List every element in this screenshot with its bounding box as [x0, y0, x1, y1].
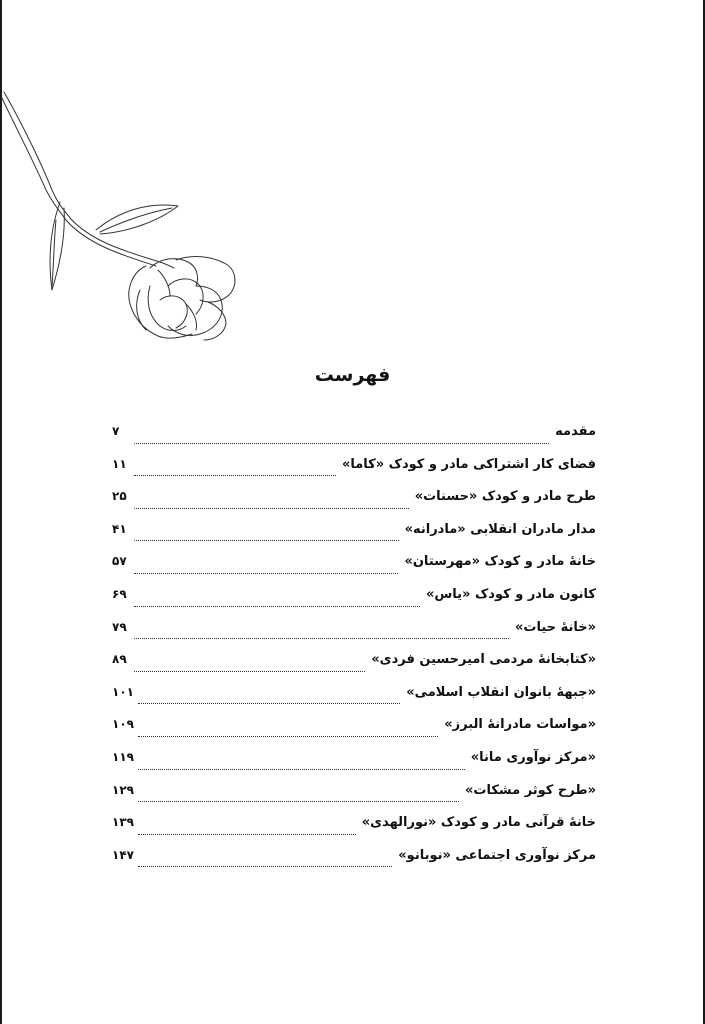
dot-leader — [138, 703, 400, 704]
toc-entry-label: کانون مادر و کودک «یاس» — [425, 586, 596, 602]
toc-entry-label: طرح مادر و کودک «حسنات» — [414, 489, 596, 505]
dot-leader — [134, 475, 336, 476]
toc-entry-page: ۱۱ — [112, 456, 127, 471]
toc-entry-page: ۱۱۹ — [112, 749, 134, 764]
toc-entry-label: «خانۀ حیات» — [515, 619, 596, 635]
toc-entry-page: ۱۰۹ — [112, 717, 134, 732]
toc-entry-page: ۸۹ — [112, 652, 127, 667]
dot-leader — [134, 573, 398, 574]
dot-leader — [138, 801, 459, 802]
toc-entry[interactable] — [112, 685, 596, 718]
toc-entry-label: «جبهۀ بانوان انقلاب اسلامی» — [406, 684, 596, 700]
dot-leader — [134, 671, 365, 672]
toc-entry[interactable] — [112, 457, 596, 490]
toc-entry[interactable] — [112, 554, 596, 587]
toc-entry[interactable] — [112, 815, 596, 848]
toc-entry[interactable] — [112, 489, 596, 522]
toc-entry-page: ۱۴۷ — [112, 847, 134, 862]
toc-entry-page: ۲۵ — [112, 489, 127, 504]
toc-entry-page: ۶۹ — [112, 586, 127, 601]
dot-leader — [138, 834, 356, 835]
dot-leader — [138, 769, 465, 770]
toc-entry[interactable] — [112, 848, 596, 881]
toc-entry[interactable] — [112, 652, 596, 685]
dot-leader — [134, 606, 420, 607]
toc-entry-label: «طرح کوثر مشکات» — [464, 782, 596, 798]
toc-entry[interactable] — [112, 783, 596, 816]
page-title: فهرست — [314, 364, 391, 386]
toc-entry-page: ۷۹ — [112, 619, 127, 634]
toc-entry[interactable] — [112, 424, 596, 457]
toc-entry[interactable] — [112, 750, 596, 783]
toc-entry-page: ۵۷ — [112, 554, 127, 569]
toc-entry-page: ۱۲۹ — [112, 782, 134, 797]
toc-entry-page: ۴۱ — [112, 521, 127, 536]
toc-entry[interactable] — [112, 522, 596, 555]
table-of-contents — [112, 424, 596, 880]
toc-entry-page: ۱۳۹ — [112, 815, 134, 830]
toc-entry-label: مدار مادران انقلابی «مادرانه» — [404, 521, 596, 537]
flower-illustration — [0, 90, 250, 350]
toc-entry-label: فضای کار اشتراکی مادر و کودک «کاما» — [341, 456, 596, 472]
dot-leader — [134, 443, 549, 444]
toc-entry[interactable] — [112, 717, 596, 750]
toc-entry[interactable] — [112, 620, 596, 653]
toc-entry-label: خانۀ قرآنی مادر و کودک «نورالهدی» — [361, 815, 596, 831]
dot-leader — [138, 866, 392, 867]
dot-leader — [134, 638, 509, 639]
toc-entry-label: «مرکز نوآوری مانا» — [470, 749, 596, 765]
toc-entry-label: مقدمه — [555, 424, 596, 439]
dot-leader — [134, 508, 409, 509]
toc-entry-page: ۷ — [112, 424, 120, 438]
toc-entry-label: «مواسات مادرانۀ البرز» — [444, 717, 596, 733]
toc-entry-label: مرکز نوآوری اجتماعی «نوبانو» — [398, 847, 596, 863]
toc-entry-page: ۱۰۱ — [112, 684, 134, 699]
dot-leader — [134, 540, 399, 541]
toc-entry-label: «کتابخانۀ مردمی امیرحسین فردی» — [371, 652, 596, 668]
toc-entry[interactable] — [112, 587, 596, 620]
dot-leader — [138, 736, 438, 737]
toc-entry-label: خانۀ مادر و کودک «مهرستان» — [404, 554, 596, 570]
